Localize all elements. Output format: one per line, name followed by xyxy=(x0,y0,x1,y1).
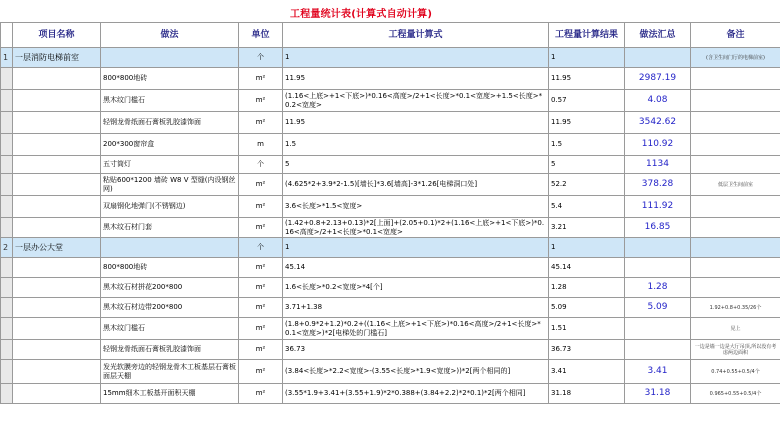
item-name-cell[interactable] xyxy=(13,174,101,196)
method-cell[interactable]: 黑木纹门槛石 xyxy=(101,318,239,340)
result-cell[interactable]: 11.95 xyxy=(549,68,625,90)
section-result-cell[interactable]: 1 xyxy=(549,48,625,68)
table-row xyxy=(1,68,780,90)
method-cell[interactable]: 黑木纹门槛石 xyxy=(101,90,239,112)
section-remark-cell[interactable] xyxy=(691,238,780,258)
formula-cell[interactable]: 1.6<长度>*0.2<宽度>*4[个] xyxy=(283,278,549,298)
row-number-cell[interactable] xyxy=(1,218,13,238)
method-cell[interactable]: 800*800地砖 xyxy=(101,68,239,90)
section-summary-cell[interactable] xyxy=(625,48,691,68)
formula-cell[interactable]: 5 xyxy=(283,156,549,174)
section-row xyxy=(1,238,780,258)
unit-cell[interactable]: m² xyxy=(239,384,283,404)
table-row xyxy=(1,278,780,298)
result-cell[interactable]: 1.51 xyxy=(549,318,625,340)
header-cell-result[interactable]: 工程量计算结果 xyxy=(549,23,625,48)
item-name-cell[interactable] xyxy=(13,384,101,404)
unit-cell[interactable]: m² xyxy=(239,318,283,340)
result-cell[interactable]: 31.18 xyxy=(549,384,625,404)
table-row xyxy=(1,112,780,134)
method-cell[interactable]: 双扇钢化地弹门(不锈钢边) xyxy=(101,196,239,218)
row-number-cell[interactable] xyxy=(1,68,13,90)
section-unit-cell[interactable]: 个 xyxy=(239,238,283,258)
header-cell-formula[interactable]: 工程量计算式 xyxy=(283,23,549,48)
remark-cell[interactable] xyxy=(691,112,780,134)
item-name-cell[interactable] xyxy=(13,112,101,134)
summary-cell[interactable]: 16.85 xyxy=(625,218,691,238)
row-number-cell[interactable] xyxy=(1,156,13,174)
result-cell[interactable]: 36.73 xyxy=(549,340,625,360)
item-name-cell[interactable] xyxy=(13,340,101,360)
result-cell[interactable]: 5 xyxy=(549,156,625,174)
unit-cell[interactable]: m² xyxy=(239,90,283,112)
table-row xyxy=(1,174,780,196)
row-number-cell[interactable] xyxy=(1,384,13,404)
unit-cell[interactable]: m² xyxy=(239,218,283,238)
remark-cell[interactable]: 一边是墙一边是大厅吊顶,所以没有考虑两边面积 xyxy=(691,340,780,360)
remark-cell[interactable]: 0.74+0.55+0.5/4个 xyxy=(691,360,780,384)
remark-cell[interactable] xyxy=(691,218,780,238)
header-cell-summary[interactable]: 做法汇总 xyxy=(625,23,691,48)
table-row xyxy=(1,340,780,360)
item-name-cell[interactable] xyxy=(13,90,101,112)
header-cell-unit[interactable]: 单位 xyxy=(239,23,283,48)
method-cell[interactable]: 15mm细木工板基开面积天棚 xyxy=(101,384,239,404)
summary-cell[interactable]: 4.08 xyxy=(625,90,691,112)
formula-cell[interactable]: 36.73 xyxy=(283,340,549,360)
formula-cell[interactable]: (1.42+0.8+2.13+0.13)*2[上面]+(2.05+0.1)*2+(1.16<上底>+1<下底>)*0.16<高度>/2+1<长度>*0.1<宽度> xyxy=(283,218,549,238)
row-number-cell[interactable] xyxy=(1,134,13,156)
summary-cell[interactable]: 110.92 xyxy=(625,134,691,156)
result-cell[interactable]: 0.57 xyxy=(549,90,625,112)
row-number-cell[interactable] xyxy=(1,318,13,340)
section-summary-cell[interactable] xyxy=(625,238,691,258)
item-name-cell[interactable] xyxy=(13,278,101,298)
remark-cell[interactable] xyxy=(691,278,780,298)
section-remark-cell[interactable]: (含卫生间门厅的电梯前室) xyxy=(691,48,780,68)
row-number-cell[interactable] xyxy=(1,258,13,278)
summary-cell[interactable] xyxy=(625,340,691,360)
summary-cell[interactable]: 111.92 xyxy=(625,196,691,218)
row-number-cell[interactable] xyxy=(1,298,13,318)
item-name-cell[interactable] xyxy=(13,134,101,156)
table-row xyxy=(1,318,780,340)
row-number-cell[interactable] xyxy=(1,360,13,384)
remark-cell[interactable] xyxy=(691,258,780,278)
row-number-cell[interactable] xyxy=(1,278,13,298)
remark-cell[interactable]: 0.965+0.55+0.5/4个 xyxy=(691,384,780,404)
header-cell-remark[interactable]: 备注 xyxy=(691,23,780,48)
table-row xyxy=(1,360,780,384)
row-number-cell[interactable] xyxy=(1,90,13,112)
item-name-cell[interactable] xyxy=(13,68,101,90)
table-row xyxy=(1,90,780,112)
unit-cell[interactable]: m² xyxy=(239,112,283,134)
summary-cell[interactable] xyxy=(625,318,691,340)
formula-cell[interactable]: 11.95 xyxy=(283,68,549,90)
formula-cell[interactable]: (3.55*1.9+3.41+(3.55+1.9)*2*0.388+(3.84+2.2)*2*0.1)*2[两个相同] xyxy=(283,384,549,404)
row-number-cell[interactable] xyxy=(1,112,13,134)
summary-cell[interactable]: 3.41 xyxy=(625,360,691,384)
remark-cell[interactable] xyxy=(691,134,780,156)
header-cell-method[interactable]: 做法 xyxy=(101,23,239,48)
item-name-cell[interactable] xyxy=(13,156,101,174)
row-number-cell[interactable] xyxy=(1,174,13,196)
remark-cell[interactable] xyxy=(691,68,780,90)
unit-cell[interactable]: m² xyxy=(239,258,283,278)
unit-cell[interactable]: 个 xyxy=(239,156,283,174)
table-row xyxy=(1,298,780,318)
formula-cell[interactable]: (3.84<长度>*2.2<宽度>-(3.55<长度>*1.9<宽度>))*2[两个相同的] xyxy=(283,360,549,384)
item-name-cell[interactable] xyxy=(13,258,101,278)
unit-cell[interactable]: m² xyxy=(239,298,283,318)
method-cell[interactable]: 黑木纹石材门套 xyxy=(101,218,239,238)
sheet-title: 工程量统计表(计算式自动计算) xyxy=(290,9,433,20)
method-cell[interactable]: 800*800地砖 xyxy=(101,258,239,278)
section-formula-cell[interactable]: 1 xyxy=(283,48,549,68)
row-number-cell[interactable] xyxy=(1,340,13,360)
header-row xyxy=(1,23,780,48)
method-cell[interactable]: 200*300窗帘盒 xyxy=(101,134,239,156)
method-cell[interactable]: 轻钢龙骨纸面石膏板乳胶漆饰面 xyxy=(101,340,239,360)
result-cell[interactable]: 52.2 xyxy=(549,174,625,196)
summary-cell[interactable]: 1.28 xyxy=(625,278,691,298)
result-cell[interactable]: 3.41 xyxy=(549,360,625,384)
result-cell[interactable]: 11.95 xyxy=(549,112,625,134)
item-name-cell[interactable] xyxy=(13,218,101,238)
unit-cell[interactable]: m² xyxy=(239,196,283,218)
item-name-cell[interactable] xyxy=(13,360,101,384)
summary-cell[interactable]: 378.28 xyxy=(625,174,691,196)
unit-cell[interactable]: m² xyxy=(239,340,283,360)
result-cell[interactable]: 3.21 xyxy=(549,218,625,238)
unit-cell[interactable]: m² xyxy=(239,360,283,384)
row-number-cell[interactable]: 1 xyxy=(1,48,13,68)
unit-cell[interactable]: m xyxy=(239,134,283,156)
header-cell-name[interactable]: 项目名称 xyxy=(13,23,101,48)
table-row xyxy=(1,196,780,218)
remark-cell[interactable] xyxy=(691,156,780,174)
item-name-cell[interactable] xyxy=(13,298,101,318)
formula-cell[interactable]: 3.71+1.38 xyxy=(283,298,549,318)
method-cell[interactable]: 粘贴600*1200 墙砖 W8 V 型缝(内设钢丝网) xyxy=(101,174,239,196)
method-cell[interactable]: 黑木纹石材边带200*800 xyxy=(101,298,239,318)
item-name-cell[interactable] xyxy=(13,318,101,340)
summary-cell[interactable]: 3542.62 xyxy=(625,112,691,134)
formula-cell[interactable]: 3.6<长度>*1.5<宽度> xyxy=(283,196,549,218)
unit-cell[interactable]: m² xyxy=(239,174,283,196)
remark-cell[interactable]: 1.92+0.8+0.35/26个 xyxy=(691,298,780,318)
remark-cell[interactable]: 见上 xyxy=(691,318,780,340)
row-number-cell[interactable] xyxy=(1,196,13,218)
summary-cell[interactable]: 5.09 xyxy=(625,298,691,318)
summary-cell[interactable]: 31.18 xyxy=(625,384,691,404)
section-name-cell[interactable]: 一层办公大堂 xyxy=(13,238,101,258)
result-cell[interactable]: 1.5 xyxy=(549,134,625,156)
method-cell[interactable]: 五寸筒灯 xyxy=(101,156,239,174)
item-name-cell[interactable] xyxy=(13,196,101,218)
section-result-cell[interactable]: 1 xyxy=(549,238,625,258)
formula-cell[interactable]: 45.14 xyxy=(283,258,549,278)
formula-cell[interactable]: (4.625*2+3.9*2-1.5)[墙长]*3.6[墙高]-3*1.26[电梯洞口处] xyxy=(283,174,549,196)
result-cell[interactable]: 1.28 xyxy=(549,278,625,298)
summary-cell[interactable] xyxy=(625,258,691,278)
table-row xyxy=(1,258,780,278)
formula-cell[interactable]: 11.95 xyxy=(283,112,549,134)
unit-cell[interactable]: m² xyxy=(239,68,283,90)
section-method-cell[interactable] xyxy=(101,48,239,68)
table-row xyxy=(1,156,780,174)
formula-cell[interactable]: 1.5 xyxy=(283,134,549,156)
summary-cell[interactable]: 2987.19 xyxy=(625,68,691,90)
result-cell[interactable]: 5.09 xyxy=(549,298,625,318)
section-unit-cell[interactable]: 个 xyxy=(239,48,283,68)
result-cell[interactable]: 45.14 xyxy=(549,258,625,278)
section-method-cell[interactable] xyxy=(101,238,239,258)
summary-cell[interactable]: 1134 xyxy=(625,156,691,174)
header-cell-index[interactable] xyxy=(1,23,13,48)
formula-cell[interactable]: (1.16<上底>+1<下底>)*0.16<高度>/2+1<长度>*0.1<宽度>+1.5<长度>*0.2<宽度> xyxy=(283,90,549,112)
table-row xyxy=(1,134,780,156)
table-row xyxy=(1,384,780,404)
section-name-cell[interactable]: 一层消防电梯前室 xyxy=(13,48,101,68)
sheet-title-bar xyxy=(0,0,780,23)
result-cell[interactable]: 5.4 xyxy=(549,196,625,218)
method-cell[interactable]: 轻钢龙骨纸面石膏板乳胶漆饰面 xyxy=(101,112,239,134)
unit-cell[interactable]: m² xyxy=(239,278,283,298)
section-row xyxy=(1,48,780,68)
remark-cell[interactable] xyxy=(691,90,780,112)
quantity-table xyxy=(0,22,780,404)
formula-cell[interactable]: (1.8+0.9*2+1.2)*0.2+((1.16<上底>+1<下底>)*0.16<高度>/2+1<长度>*0.1<宽度>)*2[电梯处的门槛石] xyxy=(283,318,549,340)
row-number-cell[interactable]: 2 xyxy=(1,238,13,258)
remark-cell[interactable] xyxy=(691,196,780,218)
section-formula-cell[interactable]: 1 xyxy=(283,238,549,258)
method-cell[interactable]: 黑木纹石材拼花200*800 xyxy=(101,278,239,298)
method-cell[interactable]: 发光软膜旁边的轻钢龙骨木工板基层石膏板面层天棚 xyxy=(101,360,239,384)
table-row xyxy=(1,218,780,238)
remark-cell[interactable]: 低层卫生间前室 xyxy=(691,174,780,196)
